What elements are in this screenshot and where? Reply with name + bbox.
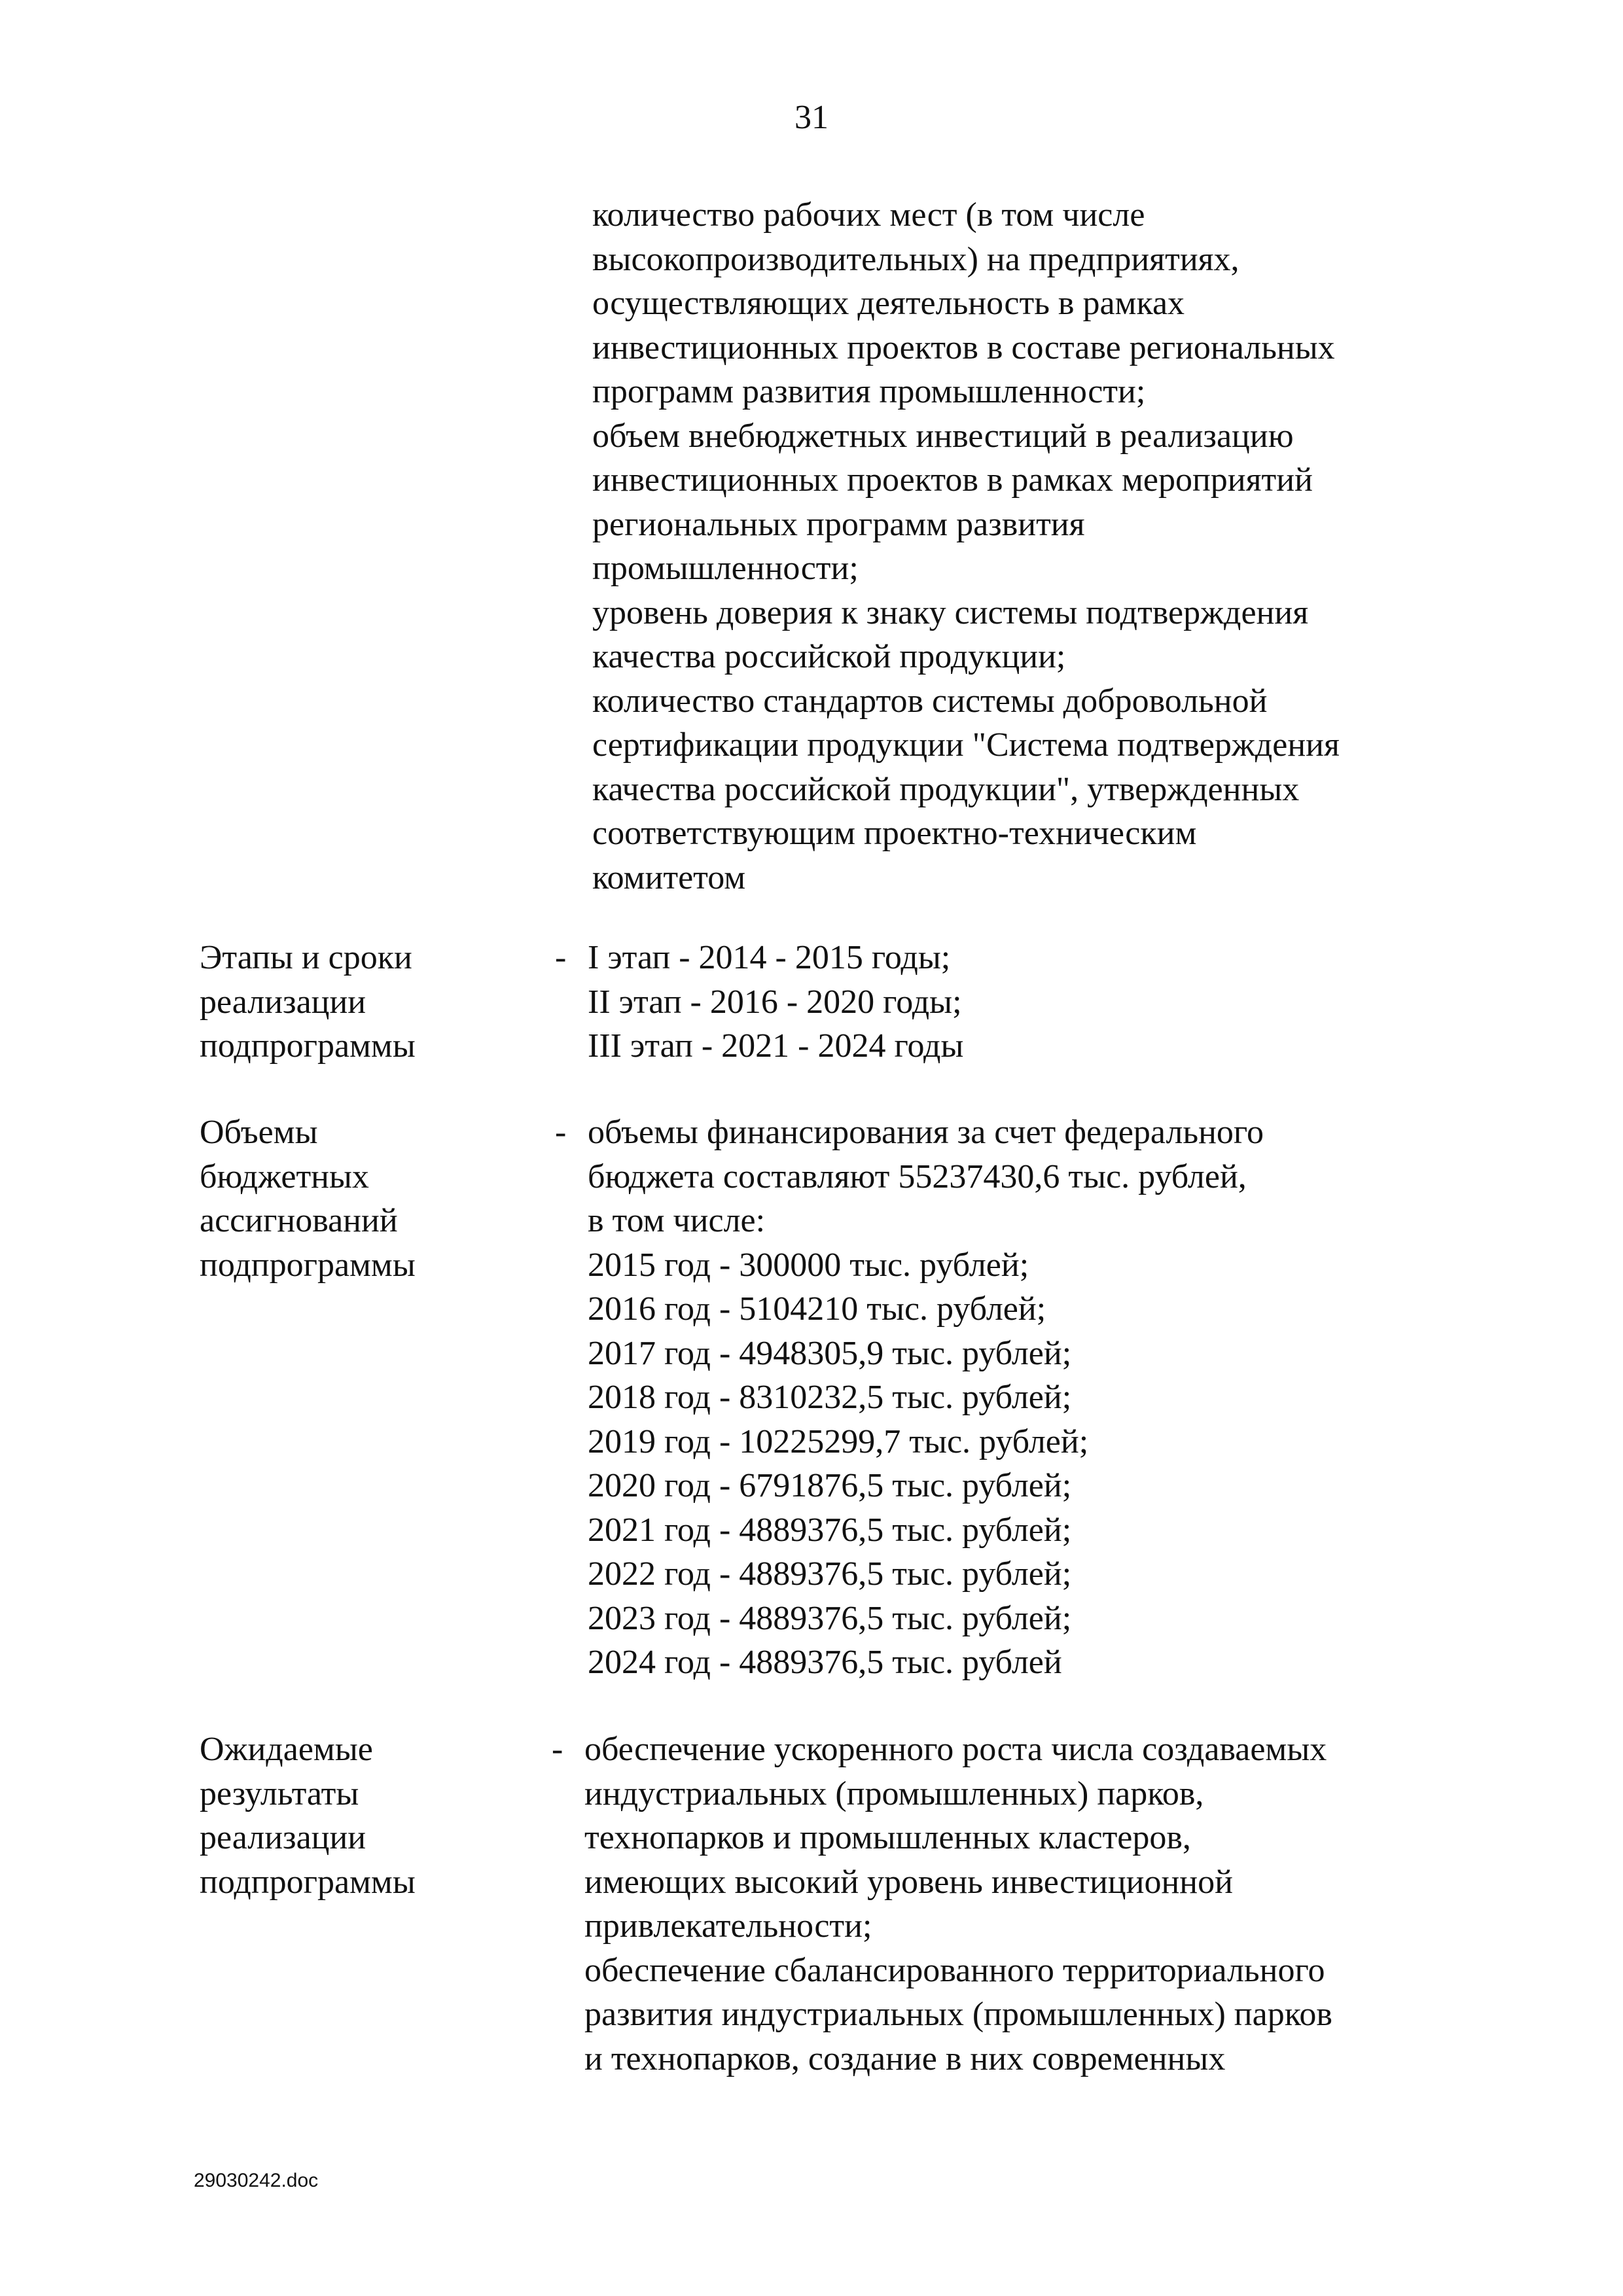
text-line: I этап - 2014 - 2015 годы; xyxy=(588,939,951,976)
label-line: реализации xyxy=(200,1819,366,1856)
text-line: 2017 год - 4948305,9 тыс. рублей; xyxy=(588,1334,1072,1372)
text-line: соответствующим проектно-техническим xyxy=(592,815,1197,852)
text-line: II этап - 2016 - 2020 годы; xyxy=(588,983,962,1021)
text-line: имеющих высокий уровень инвестиционной xyxy=(584,1863,1233,1901)
document-code: 29030242.doc xyxy=(194,2170,319,2191)
text-line: 2016 год - 5104210 тыс. рублей; xyxy=(588,1290,1046,1328)
text-line: развития индустриальных (промышленных) парков xyxy=(584,1996,1332,2033)
text-line: региональных программ развития xyxy=(592,505,1085,543)
text-line: индустриальных (промышленных) парков, xyxy=(584,1775,1204,1812)
text-line: технопарков и промышленных кластеров, xyxy=(584,1819,1191,1856)
text-line: 2015 год - 300000 тыс. рублей; xyxy=(588,1246,1029,1284)
text-line: 2018 год - 8310232,5 тыс. рублей; xyxy=(588,1379,1072,1416)
budget-label xyxy=(200,1110,416,1287)
label-line: Объемы xyxy=(200,1114,318,1151)
label-line: подпрограммы xyxy=(200,1246,416,1284)
text-line: 2019 год - 10225299,7 тыс. рублей; xyxy=(588,1422,1089,1460)
text-line: осуществляющих деятельность в рамках xyxy=(592,285,1185,322)
text-line: обеспечение ускоренного роста числа создаваемых xyxy=(584,1731,1327,1768)
text-line: объем внебюджетных инвестиций в реализацию xyxy=(592,417,1294,455)
text-line: уровень доверия к знаку системы подтверждения xyxy=(592,593,1309,631)
label-line: бюджетных xyxy=(200,1157,369,1195)
label-line: подпрограммы xyxy=(200,1027,416,1065)
text-line: качества российской продукции", утвержденных xyxy=(592,770,1300,808)
label-line: Этапы и сроки xyxy=(200,939,412,976)
results-dash: - xyxy=(552,1731,563,1768)
text-line: привлекательности; xyxy=(584,1907,872,1945)
label-line: подпрограммы xyxy=(200,1863,416,1901)
text-line: высокопроизводительных) на предприятиях, xyxy=(592,240,1240,278)
text-line: обеспечение сбалансированного территориального xyxy=(584,1951,1325,1989)
text-line: 2021 год - 4889376,5 тыс. рублей; xyxy=(588,1511,1072,1549)
text-line: комитетом xyxy=(592,858,746,896)
text-line: и технопарков, создание в них современных xyxy=(584,2040,1226,2077)
page-number: 31 xyxy=(794,99,829,136)
text-line: качества российской продукции; xyxy=(592,638,1066,675)
text-line: в том числе: xyxy=(588,1202,766,1239)
budget-dash: - xyxy=(555,1114,567,1151)
stages-label xyxy=(200,936,416,1069)
text-line: 2020 год - 6791876,5 тыс. рублей; xyxy=(588,1467,1072,1504)
continuation-text xyxy=(592,193,1340,900)
label-line: ассигнований xyxy=(200,1202,398,1239)
text-line: программ развития промышленности; xyxy=(592,373,1146,410)
label-line: результаты xyxy=(200,1775,359,1812)
text-line: 2022 год - 4889376,5 тыс. рублей; xyxy=(588,1555,1072,1593)
text-line: инвестиционных проектов в рамках мероприятий xyxy=(592,461,1313,499)
text-line: III этап - 2021 - 2024 годы xyxy=(588,1027,964,1065)
text-line: бюджета составляют 55237430,6 тыс. рублей, xyxy=(588,1157,1247,1195)
stages-dash: - xyxy=(555,939,567,976)
results-values xyxy=(584,1727,1332,2081)
results-label xyxy=(200,1727,416,1904)
text-line: 2023 год - 4889376,5 тыс. рублей; xyxy=(588,1599,1072,1637)
text-line: количество рабочих мест (в том числе xyxy=(592,196,1145,234)
text-line: сертификации продукции "Система подтверждения xyxy=(592,726,1340,764)
text-line: количество стандартов системы добровольной xyxy=(592,682,1268,720)
text-line: инвестиционных проектов в составе региональных xyxy=(592,328,1335,366)
text-line: 2024 год - 4889376,5 тыс. рублей xyxy=(588,1644,1062,1681)
text-line: промышленности; xyxy=(592,550,859,587)
stages-values xyxy=(588,936,963,1069)
text-line: объемы финансирования за счет федерального xyxy=(588,1114,1264,1151)
budget-values xyxy=(588,1110,1264,1685)
label-line: Ожидаемые xyxy=(200,1731,373,1768)
label-line: реализации xyxy=(200,983,366,1021)
